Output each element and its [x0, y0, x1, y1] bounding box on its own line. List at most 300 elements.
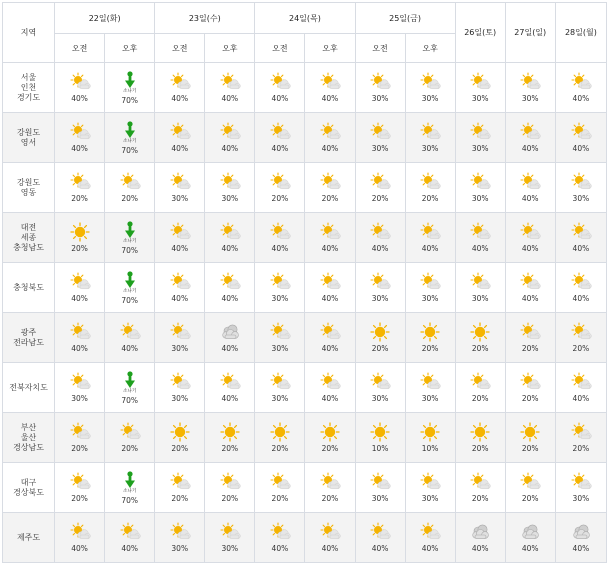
precip-probability: 40%	[321, 294, 339, 303]
forecast-cell	[105, 63, 155, 113]
precip-probability: 30%	[171, 194, 189, 203]
shower-icon	[119, 470, 141, 490]
partly-cloudy-icon	[369, 372, 391, 392]
precip-probability: 30%	[471, 194, 489, 203]
forecast-cell	[105, 463, 155, 513]
precip-probability: 30%	[221, 194, 239, 203]
partly-cloudy-icon	[419, 272, 441, 292]
forecast-cell	[55, 463, 105, 513]
am-header: 오전	[155, 34, 205, 63]
precip-probability: 40%	[121, 344, 139, 353]
region-name: 대전 세종 충청남도	[3, 213, 55, 263]
partly-cloudy-icon	[219, 472, 241, 492]
precip-probability: 20%	[221, 494, 239, 503]
forecast-cell-content	[556, 272, 606, 303]
precip-probability: 30%	[371, 494, 389, 503]
region-name: 강원도 영서	[3, 113, 55, 163]
partly-cloudy-icon	[570, 322, 592, 342]
partly-cloudy-icon	[119, 172, 141, 192]
forecast-cell-content	[205, 172, 254, 203]
forecast-cell	[155, 213, 205, 263]
partly-cloudy-icon	[519, 272, 541, 292]
forecast-cell-content	[105, 470, 154, 505]
precip-probability: 30%	[421, 494, 439, 503]
precip-probability: 40%	[221, 94, 239, 103]
precip-probability: 70%	[121, 246, 139, 255]
partly-cloudy-icon	[219, 272, 241, 292]
forecast-cell-content	[305, 72, 354, 103]
precip-probability: 20%	[421, 194, 439, 203]
forecast-cell	[355, 413, 405, 463]
forecast-cell-content	[155, 522, 204, 553]
partly-cloudy-icon	[419, 472, 441, 492]
forecast-cell-content	[55, 72, 104, 103]
partly-cloudy-icon	[219, 372, 241, 392]
forecast-cell-content	[105, 70, 154, 105]
forecast-cell-content	[55, 372, 104, 403]
partly-cloudy-icon	[319, 72, 341, 92]
precip-probability: 70%	[121, 296, 139, 305]
precip-probability: 40%	[521, 144, 539, 153]
forecast-cell-content	[456, 72, 505, 103]
forecast-cell-content	[506, 222, 555, 253]
forecast-cell-content	[255, 222, 304, 253]
forecast-cell-content	[556, 522, 606, 553]
region-name: 전북자치도	[3, 363, 55, 413]
forecast-cell-content	[55, 172, 104, 203]
day-header: 23일(수)	[155, 3, 255, 34]
forecast-cell-content	[506, 272, 555, 303]
partly-cloudy-icon	[219, 222, 241, 242]
sun-icon	[419, 422, 441, 442]
table-row	[3, 363, 607, 413]
forecast-cell-content	[556, 372, 606, 403]
region-name: 광주 전라남도	[3, 313, 55, 363]
partly-cloudy-icon	[69, 522, 91, 542]
precip-probability: 30%	[521, 94, 539, 103]
shower-label: 소나기	[123, 139, 137, 144]
precip-probability: 30%	[371, 94, 389, 103]
precip-probability: 20%	[471, 394, 489, 403]
forecast-cell-content	[506, 522, 555, 553]
precip-probability: 40%	[271, 544, 289, 553]
forecast-cell-content	[205, 322, 254, 353]
precip-probability: 40%	[271, 244, 289, 253]
partly-cloudy-icon	[269, 72, 291, 92]
forecast-cell-content	[105, 322, 154, 353]
forecast-cell-content	[356, 522, 405, 553]
partly-cloudy-icon	[69, 472, 91, 492]
forecast-cell-content	[506, 122, 555, 153]
precip-probability: 70%	[121, 496, 139, 505]
table-row	[3, 213, 607, 263]
forecast-cell-content	[406, 472, 455, 503]
precip-probability: 40%	[171, 94, 189, 103]
partly-cloudy-icon	[469, 272, 491, 292]
partly-cloudy-icon	[570, 272, 592, 292]
sun-icon	[69, 222, 91, 242]
partly-cloudy-icon	[369, 222, 391, 242]
forecast-cell	[255, 263, 305, 313]
partly-cloudy-icon	[269, 272, 291, 292]
forecast-cell	[405, 263, 455, 313]
forecast-cell	[205, 213, 255, 263]
forecast-cell	[305, 413, 355, 463]
precip-probability: 30%	[271, 294, 289, 303]
partly-cloudy-icon	[469, 122, 491, 142]
forecast-cell	[105, 313, 155, 363]
precip-probability: 20%	[271, 444, 289, 453]
partly-cloudy-icon	[519, 322, 541, 342]
precip-probability: 40%	[572, 294, 590, 303]
precip-probability: 20%	[271, 194, 289, 203]
precip-probability: 20%	[572, 344, 590, 353]
forecast-cell-content	[556, 172, 606, 203]
partly-cloudy-icon	[269, 222, 291, 242]
partly-cloudy-icon	[469, 72, 491, 92]
precip-probability: 20%	[521, 344, 539, 353]
forecast-cell	[205, 263, 255, 313]
forecast-cell-content	[406, 322, 455, 353]
forecast-cell-content	[556, 222, 606, 253]
precip-probability: 40%	[521, 244, 539, 253]
partly-cloudy-icon	[219, 522, 241, 542]
precip-probability: 40%	[521, 544, 539, 553]
sun-icon	[219, 422, 241, 442]
forecast-cell	[255, 363, 305, 413]
precip-probability: 40%	[221, 294, 239, 303]
forecast-cell-content	[506, 72, 555, 103]
partly-cloudy-icon	[419, 372, 441, 392]
pm-header: 오후	[305, 34, 355, 63]
partly-cloudy-icon	[570, 172, 592, 192]
forecast-cell-content	[356, 472, 405, 503]
table-row	[3, 413, 607, 463]
forecast-cell-content	[456, 272, 505, 303]
forecast-cell	[305, 363, 355, 413]
partly-cloudy-icon	[269, 472, 291, 492]
partly-cloudy-icon	[519, 472, 541, 492]
precip-probability: 30%	[421, 394, 439, 403]
region-name: 서울 인천 경기도	[3, 63, 55, 113]
region-name: 강원도 영동	[3, 163, 55, 213]
shower-label: 소나기	[123, 89, 137, 94]
precip-probability: 30%	[271, 394, 289, 403]
precip-probability: 40%	[572, 244, 590, 253]
forecast-cell-content	[506, 472, 555, 503]
forecast-cell	[455, 513, 505, 563]
forecast-cell	[505, 363, 555, 413]
partly-cloudy-icon	[369, 72, 391, 92]
precip-probability: 30%	[421, 144, 439, 153]
forecast-cell	[355, 463, 405, 513]
forecast-cell	[155, 513, 205, 563]
forecast-cell	[405, 163, 455, 213]
forecast-cell-content	[205, 422, 254, 453]
precip-probability: 20%	[121, 444, 139, 453]
table-row	[3, 513, 607, 563]
partly-cloudy-icon	[519, 172, 541, 192]
precip-probability: 20%	[521, 394, 539, 403]
precip-probability: 40%	[221, 244, 239, 253]
forecast-cell	[455, 363, 505, 413]
partly-cloudy-icon	[119, 422, 141, 442]
pm-header: 오후	[205, 34, 255, 63]
forecast-cell	[305, 463, 355, 513]
partly-cloudy-icon	[319, 222, 341, 242]
forecast-cell-content	[205, 72, 254, 103]
forecast-cell-content	[55, 272, 104, 303]
forecast-cell	[155, 413, 205, 463]
precip-probability: 30%	[572, 194, 590, 203]
forecast-cell-content	[305, 172, 354, 203]
sun-icon	[169, 422, 191, 442]
forecast-cell	[555, 63, 606, 113]
partly-cloudy-icon	[519, 222, 541, 242]
forecast-cell-content	[406, 172, 455, 203]
precip-probability: 30%	[371, 394, 389, 403]
forecast-cell	[105, 263, 155, 313]
precip-probability: 40%	[221, 394, 239, 403]
forecast-cell-content	[255, 72, 304, 103]
forecast-cell	[405, 213, 455, 263]
forecast-cell-content	[55, 472, 104, 503]
forecast-cell	[455, 413, 505, 463]
forecast-cell	[155, 263, 205, 313]
precip-probability: 20%	[321, 194, 339, 203]
forecast-cell-content	[205, 122, 254, 153]
precip-probability: 30%	[572, 494, 590, 503]
precip-probability: 70%	[121, 146, 139, 155]
forecast-cell	[305, 163, 355, 213]
forecast-cell	[405, 413, 455, 463]
partly-cloudy-icon	[319, 522, 341, 542]
precip-probability: 20%	[221, 444, 239, 453]
precip-probability: 40%	[572, 544, 590, 553]
partly-cloudy-icon	[419, 72, 441, 92]
forecast-cell-content	[255, 372, 304, 403]
partly-cloudy-icon	[219, 72, 241, 92]
forecast-cell	[555, 363, 606, 413]
partly-cloudy-icon	[319, 372, 341, 392]
partly-cloudy-icon	[369, 472, 391, 492]
region-name: 제주도	[3, 513, 55, 563]
precip-probability: 30%	[271, 344, 289, 353]
partly-cloudy-icon	[570, 472, 592, 492]
partly-cloudy-icon	[69, 422, 91, 442]
am-header: 오전	[255, 34, 305, 63]
precip-probability: 40%	[321, 544, 339, 553]
cloudy-icon	[469, 522, 491, 542]
precip-probability: 40%	[471, 244, 489, 253]
forecast-cell-content	[456, 472, 505, 503]
shower-label: 소나기	[123, 289, 137, 294]
partly-cloudy-icon	[570, 122, 592, 142]
precip-probability: 70%	[121, 396, 139, 405]
forecast-cell	[355, 263, 405, 313]
forecast-cell	[205, 363, 255, 413]
precip-probability: 30%	[471, 94, 489, 103]
forecast-cell	[455, 63, 505, 113]
sun-icon	[469, 322, 491, 342]
forecast-cell	[455, 113, 505, 163]
shower-label: 소나기	[123, 389, 137, 394]
forecast-cell	[405, 463, 455, 513]
precip-probability: 20%	[371, 194, 389, 203]
cloudy-icon	[519, 522, 541, 542]
partly-cloudy-icon	[169, 72, 191, 92]
precip-probability: 40%	[321, 344, 339, 353]
forecast-cell-content	[305, 372, 354, 403]
forecast-cell-content	[406, 122, 455, 153]
forecast-cell	[505, 513, 555, 563]
partly-cloudy-icon	[570, 222, 592, 242]
forecast-cell-content	[356, 272, 405, 303]
precip-probability: 40%	[521, 294, 539, 303]
precip-probability: 20%	[572, 444, 590, 453]
precip-probability: 40%	[421, 244, 439, 253]
forecast-cell	[305, 113, 355, 163]
forecast-cell	[455, 263, 505, 313]
forecast-cell	[155, 363, 205, 413]
forecast-cell-content	[406, 522, 455, 553]
region-header: 지역	[3, 3, 55, 63]
forecast-cell-content	[255, 172, 304, 203]
forecast-cell	[555, 213, 606, 263]
partly-cloudy-icon	[369, 272, 391, 292]
forecast-cell-content	[155, 222, 204, 253]
forecast-cell	[355, 213, 405, 263]
forecast-cell	[405, 313, 455, 363]
forecast-cell	[355, 113, 405, 163]
partly-cloudy-icon	[69, 122, 91, 142]
forecast-cell-content	[305, 322, 354, 353]
forecast-cell	[155, 63, 205, 113]
precip-probability: 20%	[171, 444, 189, 453]
forecast-cell-content	[556, 472, 606, 503]
forecast-cell-content	[205, 372, 254, 403]
forecast-cell-content	[456, 422, 505, 453]
forecast-cell	[105, 363, 155, 413]
precip-probability: 40%	[321, 94, 339, 103]
forecast-cell	[155, 313, 205, 363]
forecast-cell	[555, 263, 606, 313]
forecast-cell	[205, 113, 255, 163]
forecast-cell	[555, 163, 606, 213]
precip-probability: 40%	[71, 94, 88, 103]
forecast-cell	[505, 463, 555, 513]
forecast-cell	[555, 513, 606, 563]
partly-cloudy-icon	[169, 272, 191, 292]
forecast-cell-content	[456, 172, 505, 203]
forecast-cell	[55, 513, 105, 563]
table-body	[3, 63, 607, 563]
precip-probability: 30%	[421, 294, 439, 303]
partly-cloudy-icon	[169, 322, 191, 342]
forecast-cell-content	[205, 522, 254, 553]
partly-cloudy-icon	[319, 472, 341, 492]
precip-probability: 30%	[71, 394, 88, 403]
forecast-cell	[255, 163, 305, 213]
forecast-cell-content	[506, 172, 555, 203]
table-row	[3, 63, 607, 113]
forecast-cell	[355, 313, 405, 363]
forecast-cell	[305, 313, 355, 363]
precip-probability: 20%	[321, 444, 339, 453]
partly-cloudy-icon	[169, 222, 191, 242]
forecast-cell	[155, 163, 205, 213]
shower-label: 소나기	[123, 489, 137, 494]
precip-probability: 40%	[171, 144, 189, 153]
forecast-cell	[305, 513, 355, 563]
partly-cloudy-icon	[69, 272, 91, 292]
forecast-cell	[405, 363, 455, 413]
partly-cloudy-icon	[219, 172, 241, 192]
table-row	[3, 463, 607, 513]
precip-probability: 30%	[371, 294, 389, 303]
forecast-cell-content	[255, 122, 304, 153]
forecast-cell-content	[105, 422, 154, 453]
forecast-cell	[205, 313, 255, 363]
forecast-cell	[155, 113, 205, 163]
precip-probability: 40%	[521, 194, 539, 203]
table-row	[3, 313, 607, 363]
partly-cloudy-icon	[570, 372, 592, 392]
partly-cloudy-icon	[169, 372, 191, 392]
forecast-cell	[255, 213, 305, 263]
partly-cloudy-icon	[269, 322, 291, 342]
precip-probability: 40%	[572, 144, 590, 153]
table-header	[3, 3, 607, 63]
day-header: 24일(목)	[255, 3, 355, 34]
precip-probability: 30%	[171, 344, 189, 353]
precip-probability: 20%	[471, 444, 489, 453]
forecast-cell	[505, 113, 555, 163]
sun-icon	[519, 422, 541, 442]
precip-probability: 40%	[221, 144, 239, 153]
precip-probability: 30%	[421, 94, 439, 103]
precip-probability: 40%	[421, 544, 439, 553]
partly-cloudy-icon	[269, 122, 291, 142]
forecast-cell-content	[305, 222, 354, 253]
forecast-cell-content	[55, 522, 104, 553]
partly-cloudy-icon	[319, 272, 341, 292]
day-header: 28일(월)	[555, 3, 606, 63]
precip-probability: 40%	[71, 294, 88, 303]
forecast-cell-content	[155, 472, 204, 503]
forecast-cell-content	[55, 322, 104, 353]
precip-probability: 20%	[371, 344, 389, 353]
precip-probability: 30%	[471, 294, 489, 303]
forecast-cell-content	[506, 372, 555, 403]
partly-cloudy-icon	[469, 172, 491, 192]
region-name: 부산 울산 경상남도	[3, 413, 55, 463]
precip-probability: 20%	[271, 494, 289, 503]
forecast-cell-content	[356, 122, 405, 153]
forecast-cell	[55, 63, 105, 113]
forecast-cell-content	[506, 322, 555, 353]
partly-cloudy-icon	[119, 322, 141, 342]
partly-cloudy-icon	[419, 172, 441, 192]
forecast-cell-content	[406, 72, 455, 103]
forecast-cell	[305, 263, 355, 313]
forecast-cell-content	[255, 422, 304, 453]
forecast-cell	[205, 463, 255, 513]
forecast-cell-content	[155, 272, 204, 303]
precip-probability: 30%	[171, 394, 189, 403]
precip-probability: 20%	[71, 244, 88, 253]
precip-probability: 20%	[521, 494, 539, 503]
